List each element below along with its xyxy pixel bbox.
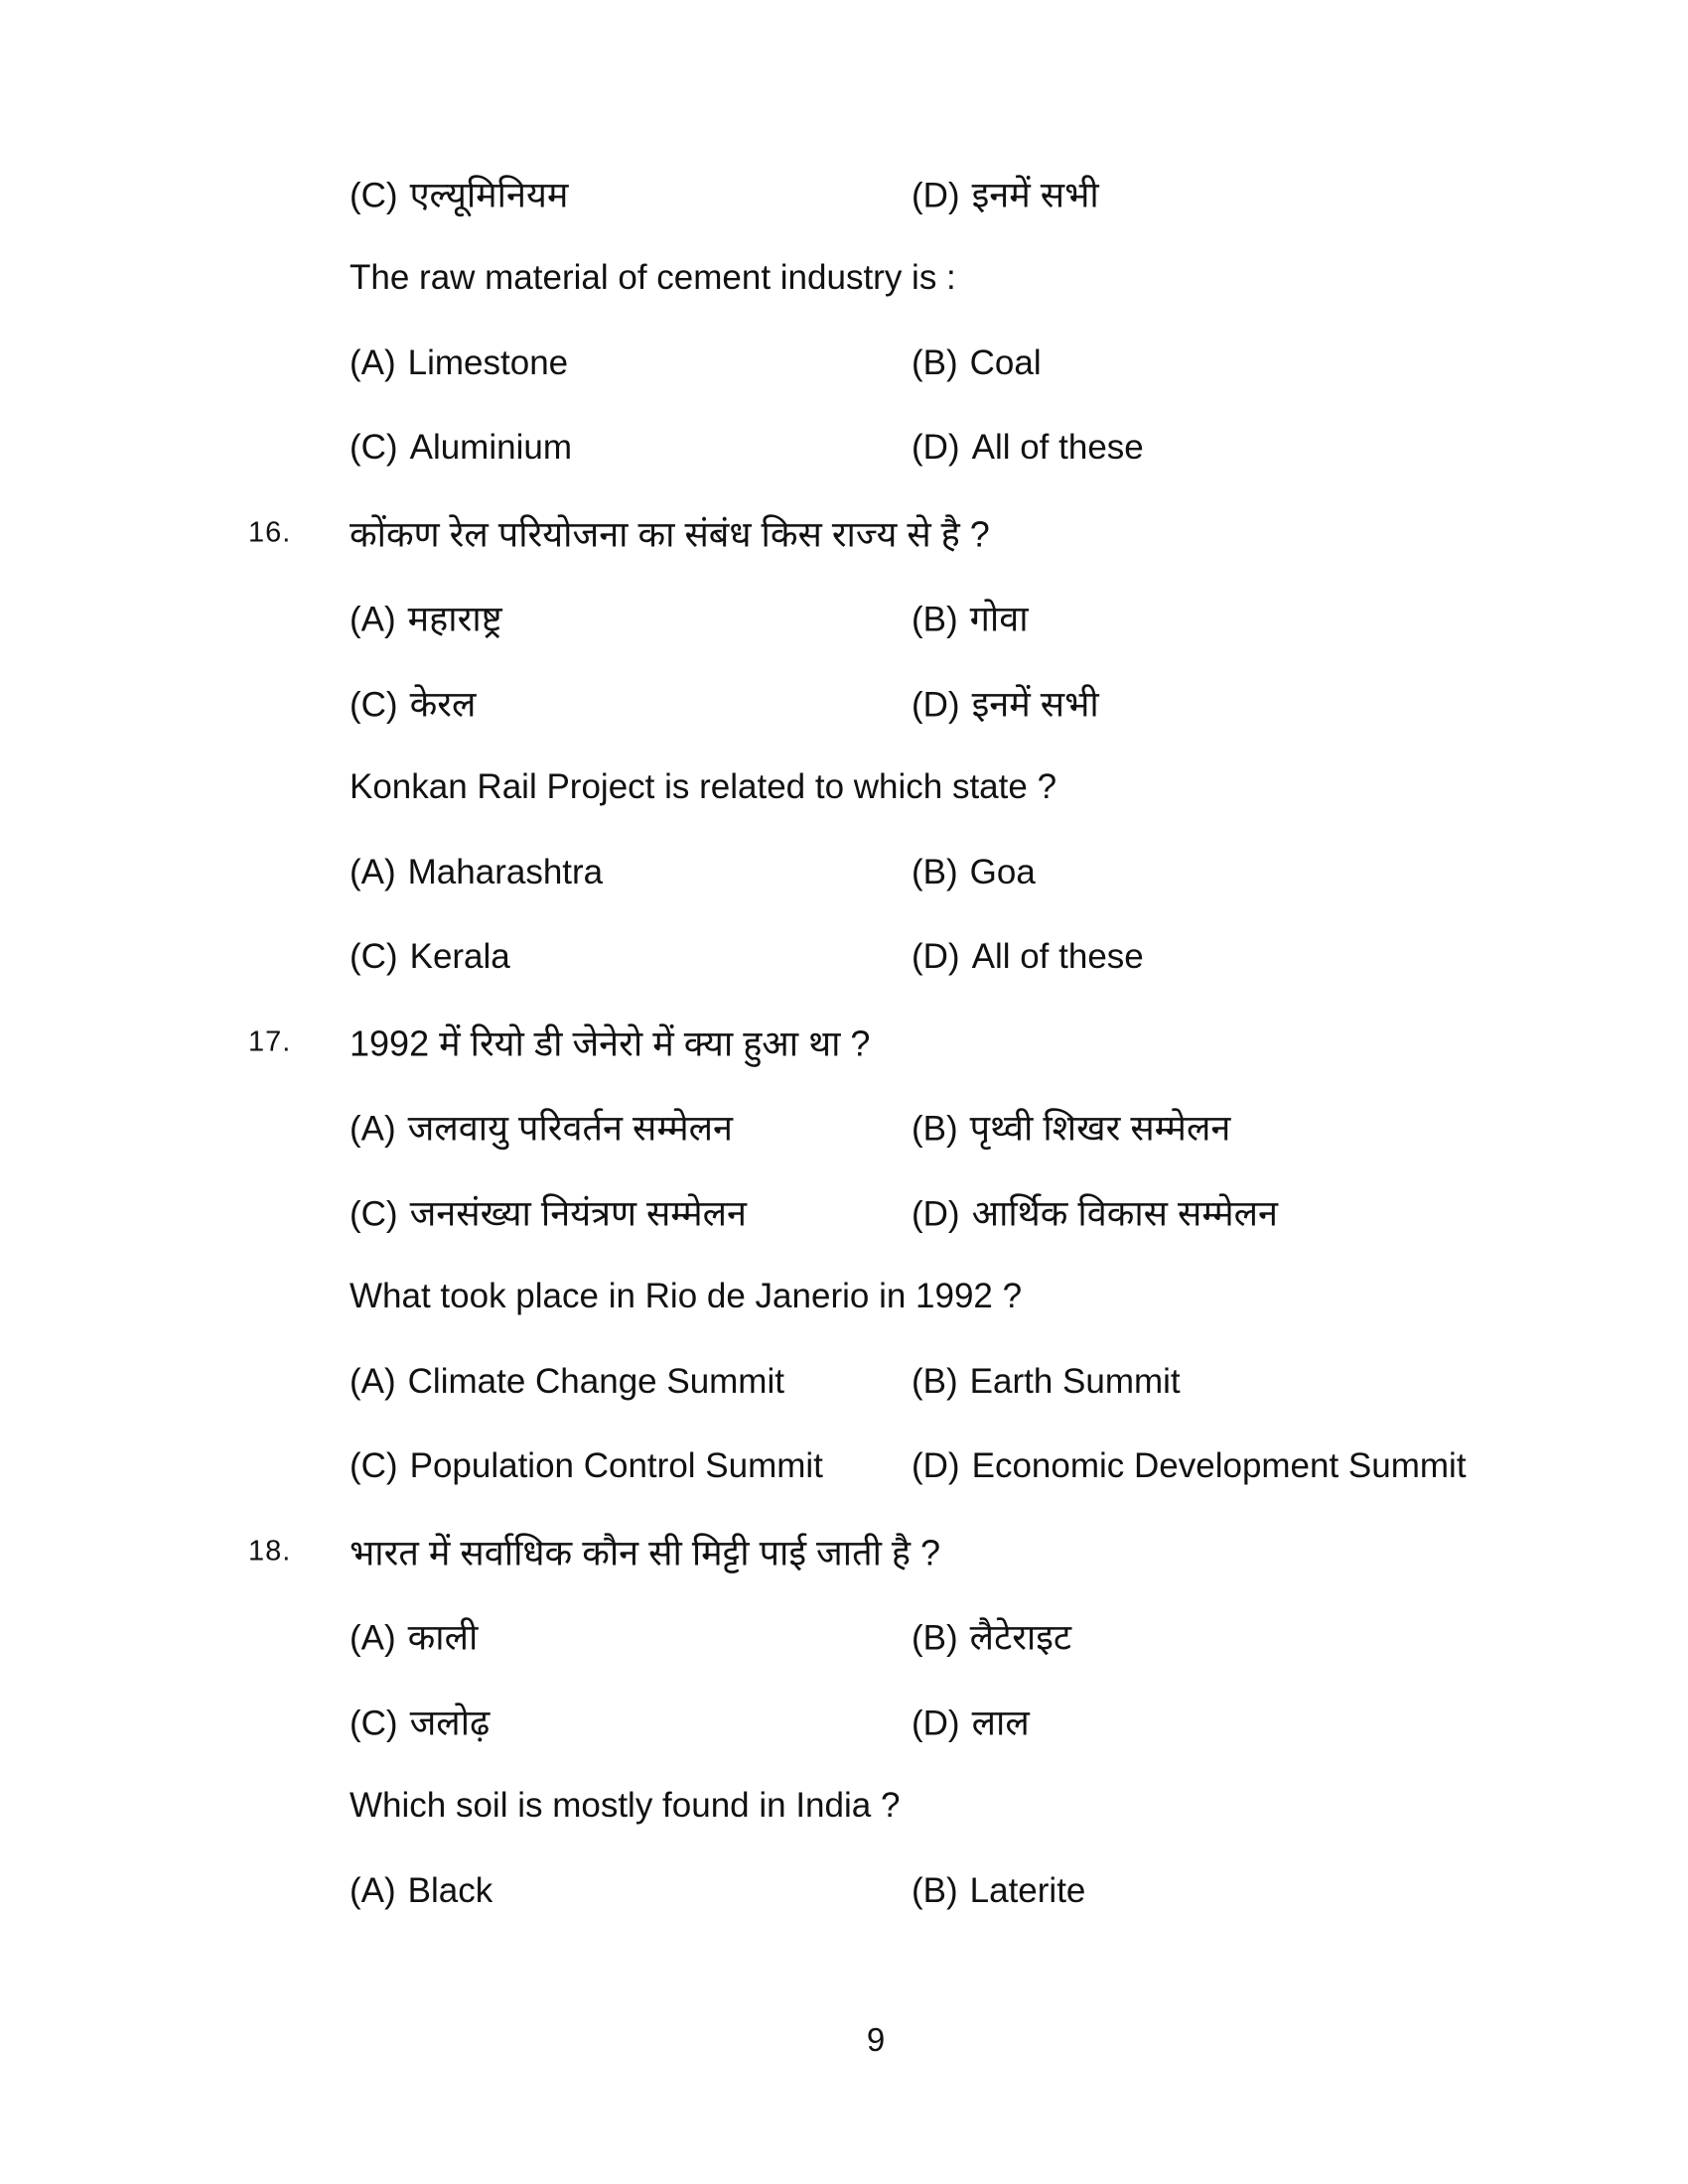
option-text: Coal (969, 342, 1042, 382)
option (350, 1362, 784, 1402)
question-number: 17. (248, 1025, 292, 1058)
question-row-hindi (0, 490, 1688, 576)
option-label: (C) (350, 685, 398, 725)
option-label: (C) (350, 1704, 398, 1743)
option (912, 428, 1144, 468)
question-text-english: Which soil is mostly found in India ? (350, 1786, 901, 1826)
option-label: (D) (912, 685, 960, 725)
option (350, 1697, 490, 1745)
option (912, 937, 1144, 977)
question-number: 18. (248, 1535, 292, 1568)
option-label: (B) (912, 1870, 958, 1910)
option-label: (D) (912, 1194, 960, 1234)
question-text-english: What took place in Rio de Janerio in 1992 ? (350, 1277, 1023, 1316)
question-row-hindi (0, 1000, 1688, 1085)
option-text: इनमें सभी (971, 683, 1099, 725)
option-label: (C) (350, 176, 398, 215)
option-label: (A) (350, 1109, 396, 1149)
option-text: लाल (971, 1702, 1030, 1743)
options-row (0, 915, 1688, 1001)
page-footer (0, 2021, 1688, 2065)
option-text: Aluminium (409, 428, 572, 468)
option-text: All of these (971, 937, 1144, 977)
option-text: जलवायु परिवर्तन सम्मेलन (407, 1107, 734, 1149)
question-text-english: Konkan Rail Project is related to which state ? (350, 767, 1057, 807)
options-row (0, 1594, 1688, 1680)
option-label: (D) (912, 428, 960, 468)
option-text: Economic Development Summit (971, 1446, 1467, 1486)
option-text: Maharashtra (407, 852, 604, 891)
option-text: Black (407, 1870, 493, 1910)
option (350, 428, 572, 468)
option (350, 1103, 733, 1152)
option (350, 343, 568, 383)
option-label: (A) (350, 1618, 396, 1658)
option-text: जलोढ़ (409, 1702, 491, 1743)
option-text: इनमें सभी (971, 174, 1099, 215)
options-row (0, 576, 1688, 661)
options-row (0, 151, 1688, 236)
question-row-english (0, 746, 1688, 831)
options-row (0, 406, 1688, 491)
option-label: (A) (350, 342, 396, 382)
option-label: (B) (912, 1109, 958, 1149)
option-label: (B) (912, 852, 958, 891)
question-row-english (0, 1764, 1688, 1849)
option-text: जनसंख्या नियंत्रण सम्मेलन (409, 1192, 747, 1234)
options-row (0, 1679, 1688, 1764)
options-row (0, 830, 1688, 915)
option-label: (A) (350, 852, 396, 891)
option (912, 1103, 1230, 1152)
page-number: 9 (866, 2020, 886, 2058)
option-text: एल्यूमिनियम (409, 174, 569, 215)
option (912, 1362, 1181, 1402)
option (350, 594, 502, 642)
option (350, 1871, 492, 1911)
options-row (0, 1085, 1688, 1170)
option-text: Climate Change Summit (407, 1361, 784, 1401)
option (350, 1612, 478, 1661)
option-text: Laterite (969, 1870, 1086, 1910)
option-text: गोवा (969, 598, 1029, 639)
options-row (0, 321, 1688, 406)
option-text: पृथ्वी शिखर सम्मेलन (969, 1107, 1231, 1149)
option (912, 1697, 1030, 1745)
option-label: (B) (912, 1618, 958, 1658)
options-row (0, 1848, 1688, 1934)
option (912, 1612, 1071, 1661)
option (350, 937, 510, 977)
option-label: (C) (350, 937, 398, 977)
option (350, 1446, 823, 1486)
option-label: (C) (350, 1194, 398, 1234)
option (350, 678, 476, 727)
question-number: 16. (248, 516, 292, 549)
option (912, 169, 1099, 217)
option-label: (C) (350, 1446, 398, 1486)
option (912, 1871, 1085, 1911)
option-label: (D) (912, 176, 960, 215)
option-label: (B) (912, 1361, 958, 1401)
option-label: (A) (350, 1361, 396, 1401)
option-label: (D) (912, 1704, 960, 1743)
question-row-english (0, 236, 1688, 322)
option (350, 1187, 747, 1236)
option-label: (A) (350, 600, 396, 639)
question-text-english: The raw material of cement industry is : (350, 258, 956, 298)
option-text: Kerala (409, 937, 510, 977)
option-text: All of these (971, 428, 1144, 468)
option-label: (D) (912, 937, 960, 977)
option-label: (B) (912, 600, 958, 639)
option-text: Earth Summit (969, 1361, 1181, 1401)
option-text: Goa (969, 852, 1036, 891)
question-row-english (0, 1255, 1688, 1340)
option-label: (C) (350, 428, 398, 468)
option (912, 678, 1099, 727)
options-row (0, 1339, 1688, 1425)
options-row (0, 1425, 1688, 1510)
option (912, 853, 1036, 892)
option-text: Population Control Summit (409, 1446, 823, 1486)
question-text-hindi: कोंकण रेल परियोजना का संबंध किस राज्य से है ? (350, 513, 990, 555)
option-text: केरल (409, 683, 477, 725)
option-text: काली (407, 1616, 479, 1658)
option (912, 1446, 1467, 1486)
option-label: (B) (912, 342, 958, 382)
option (350, 853, 603, 892)
options-row (0, 1169, 1688, 1255)
option (912, 343, 1042, 383)
question-row-hindi (0, 1509, 1688, 1594)
option (912, 594, 1029, 642)
question-text-hindi: 1992 में रियो डी जेनेरो में क्या हुआ था ? (350, 1023, 871, 1064)
option-text: आर्थिक विकास सम्मेलन (971, 1192, 1279, 1234)
option (350, 169, 568, 217)
option-text: लैटेराइट (969, 1616, 1072, 1658)
option-label: (A) (350, 1870, 396, 1910)
question-text-hindi: भारत में सर्वाधिक कौन सी मिट्टी पाई जाती है ? (350, 1532, 941, 1573)
option-text: Limestone (407, 342, 569, 382)
option (912, 1187, 1278, 1236)
option-text: महाराष्ट्र (407, 598, 502, 639)
options-row (0, 660, 1688, 746)
option-label: (D) (912, 1446, 960, 1486)
